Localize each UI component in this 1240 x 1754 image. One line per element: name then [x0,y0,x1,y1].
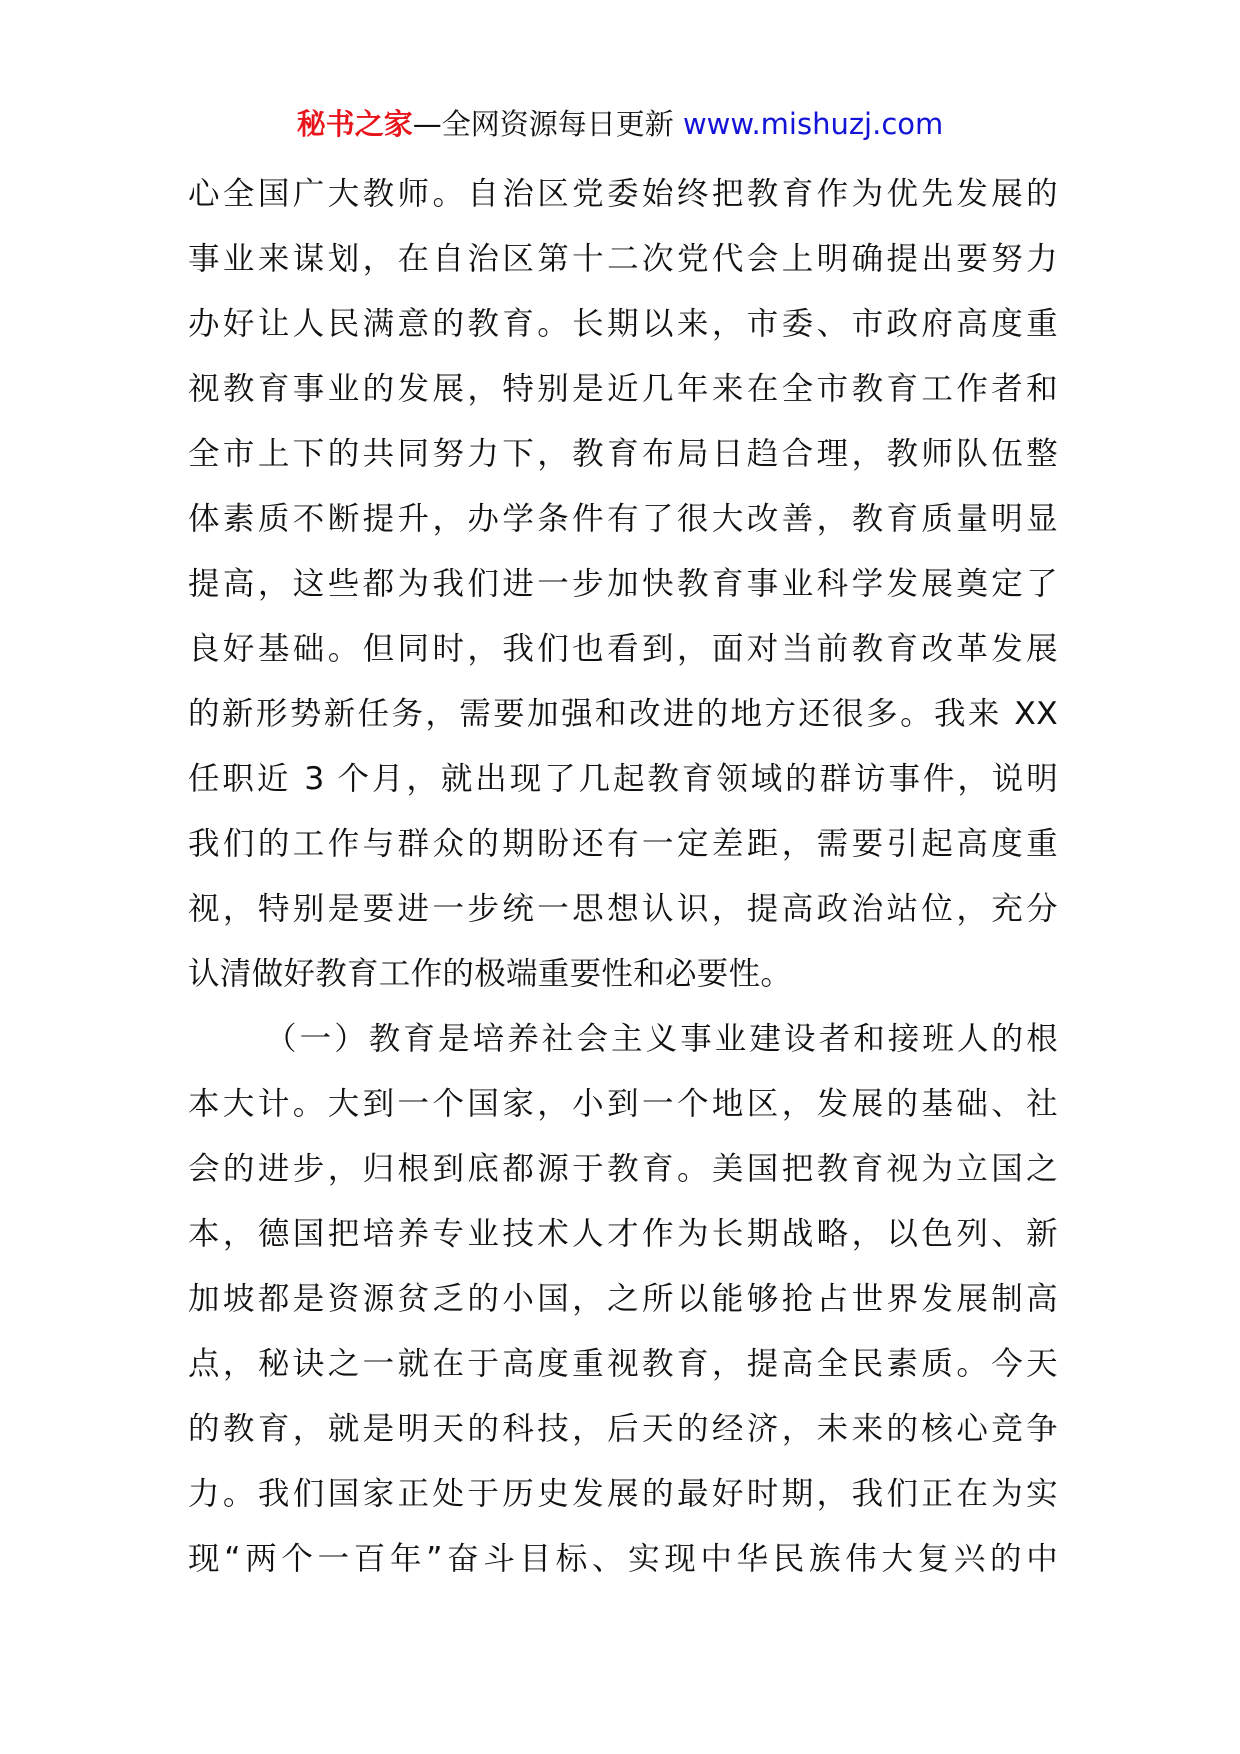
text-line: 本大计。大到一个国家，小到一个地区，发展的基础、社 [188,1086,1058,1122]
text-line: 认清做好教育工作的极端重要性和必要性。 [188,956,793,992]
text-line: 办好让人民满意的教育。长期以来，市委、市政府高度重 [188,306,1058,342]
text-line: 提高，这些都为我们进一步加快教育事业科学发展奠定了 [188,566,1058,602]
text-line: 事业来谋划，在自治区第十二次党代会上明确提出要努力 [188,241,1058,277]
site-header [0,104,1240,144]
text-line: 力。我们国家正处于历史发展的最好时期，我们正在为实 [188,1476,1058,1512]
paragraph-2 [188,1007,1058,1592]
text-line: 本，德国把培养专业技术人才作为长期战略，以色列、新 [188,1216,1058,1252]
text-line: 全市上下的共同努力下，教育布局日趋合理，教师队伍整 [188,436,1058,472]
document-body [188,162,1058,1592]
text-line: 的教育，就是明天的科技，后天的经济，未来的核心竞争 [188,1411,1058,1447]
text-line: 视，特别是要进一步统一思想认识，提高政治站位，充分 [188,891,1058,927]
text-line: 的新形势新任务，需要加强和改进的地方还很多。我来 XX [188,696,1058,732]
text-line: 视教育事业的发展，特别是近几年来在全市教育工作者和 [188,371,1058,407]
text-line: 心全国广大教师。自治区党委始终把教育作为优先发展的 [188,176,1058,212]
header-tagline: —全网资源每日更新 [412,107,674,141]
text-line: 现“两个一百年”奋斗目标、实现中华民族伟大复兴的中 [188,1541,1058,1577]
text-line: （一）教育是培养社会主义事业建设者和接班人的根 [265,1021,1058,1057]
text-line: 良好基础。但同时，我们也看到，面对当前教育改革发展 [188,631,1058,667]
text-line: 体素质不断提升，办学条件有了很大改善，教育质量明显 [188,501,1058,537]
text-line: 我们的工作与群众的期盼还有一定差距，需要引起高度重 [188,826,1058,862]
text-line: 任职近 3 个月，就出现了几起教育领域的群访事件，说明 [188,761,1058,797]
text-line: 点，秘诀之一就在于高度重视教育，提高全民素质。今天 [188,1346,1058,1382]
paragraph-1 [188,162,1058,1007]
text-line: 会的进步，归根到底都源于教育。美国把教育视为立国之 [188,1151,1058,1187]
brand-name: 秘书之家 [296,107,413,141]
site-url-link[interactable]: www.mishuzj.com [682,107,944,141]
text-line: 加坡都是资源贫乏的小国，之所以能够抢占世界发展制高 [188,1281,1058,1317]
